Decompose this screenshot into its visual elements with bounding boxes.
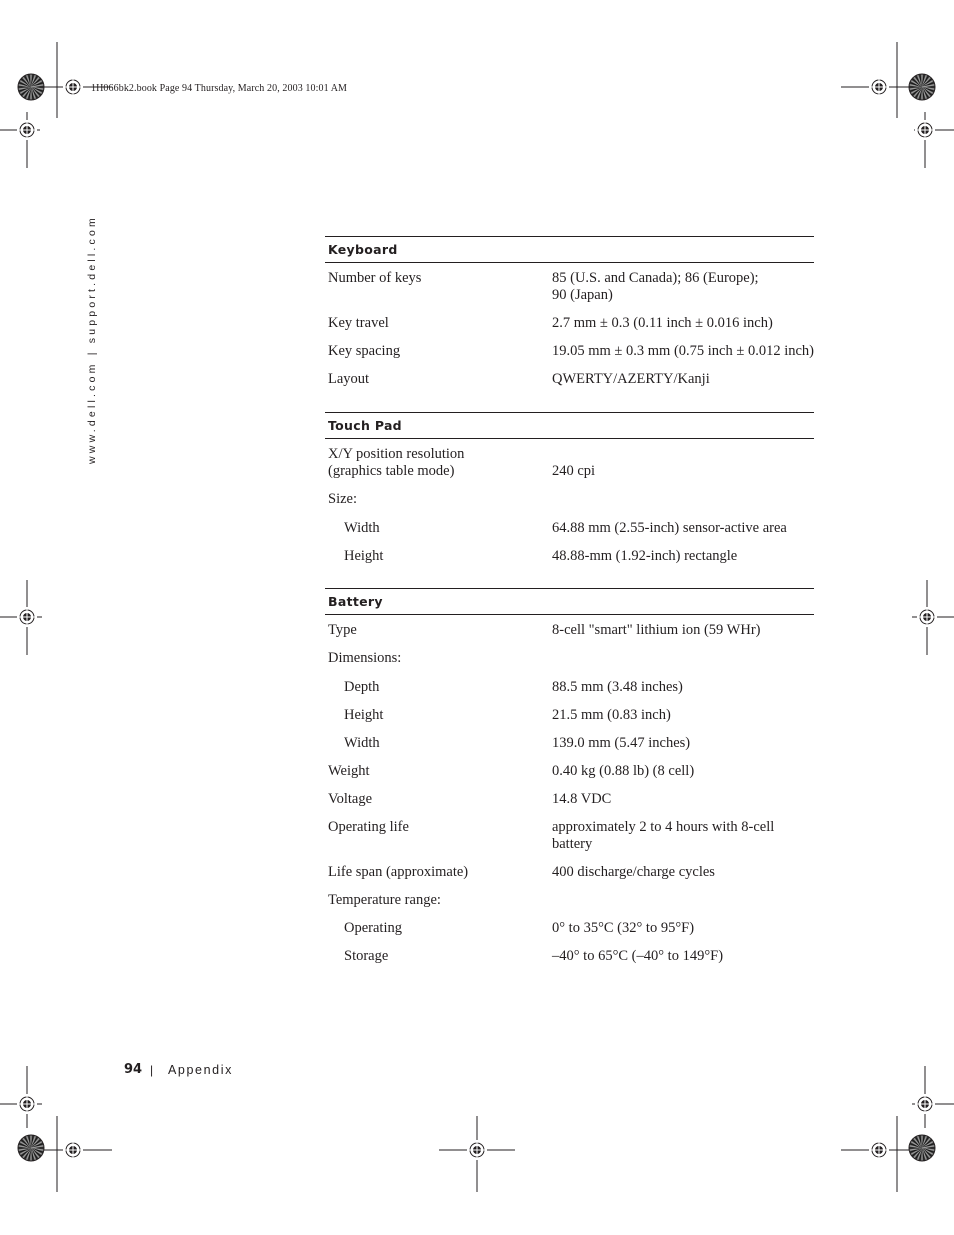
row-label: Voltage [328,791,373,807]
row-value: 48.88-mm (1.92-inch) rectangle [552,548,738,564]
row-value: 85 (U.S. and Canada); 86 (Europe); 90 (Japan) [552,270,759,303]
registration-target-icon [63,77,83,97]
row-value: approximately 2 to 4 hours with 8-cell battery [552,819,775,852]
registration-target-icon [17,1094,37,1114]
keyboard-section-title: Keyboard [328,242,398,257]
row-label: Layout [328,371,370,387]
star-wheel-icon [909,74,935,100]
row-label: Width [344,735,380,751]
keyboard-section-header [325,236,814,263]
row-label: Key travel [328,315,389,331]
battery-section-title: Battery [328,594,383,609]
registration-target-icon [915,1094,935,1114]
row-label: Height [344,707,384,723]
row-value: 88.5 mm (3.48 inches) [552,679,683,695]
row-value: –40° to 65°C (–40° to 149°F) [552,948,724,964]
row-value: 400 discharge/charge cycles [552,864,715,880]
row-value: 21.5 mm (0.83 inch) [552,707,671,723]
touchpad-section-title: Touch Pad [328,418,402,433]
registration-target-icon [17,607,37,627]
footer-section-name: Appendix [168,1063,233,1077]
star-wheel-icon [18,1135,44,1161]
row-label: Size: [328,491,357,507]
touchpad-section-header [325,412,814,439]
registration-target-icon [869,1140,889,1160]
row-value: 64.88 mm (2.55-inch) sensor-active area [552,520,787,536]
row-label: Height [344,548,384,564]
battery-spec-table [325,588,814,964]
registration-target-icon [63,1140,83,1160]
row-label: Number of keys [328,270,422,286]
row-value: 240 cpi [552,463,596,479]
battery-section-header [325,588,814,615]
row-label: Operating life [328,819,409,835]
row-label: X/Y position resolution (graphics table mode) [328,446,465,479]
book-file-header: 1H066bk2.book Page 94 Thursday, March 20, 2003 10:01 AM [91,83,348,94]
row-label: Key spacing [328,343,401,359]
row-label: Storage [344,948,389,964]
star-wheel-icon [18,74,44,100]
row-value: 2.7 mm ± 0.3 (0.11 inch ± 0.016 inch) [552,315,773,331]
row-value: 8-cell "smart" lithium ion (59 WHr) [552,622,761,638]
row-value: 0.40 kg (0.88 lb) (8 cell) [552,763,695,779]
side-url-text: www.dell.com | support.dell.com [86,215,98,464]
row-label: Type [328,622,357,638]
row-label: Temperature range: [328,892,441,908]
registration-target-icon [17,120,37,140]
row-value: 19.05 mm ± 0.3 mm (0.75 inch ± 0.012 inch) [552,343,814,359]
row-label: Depth [344,679,380,695]
touchpad-spec-table [325,412,814,564]
row-label: Width [344,520,380,536]
row-label: Dimensions: [328,650,402,666]
row-label: Operating [344,920,402,936]
star-wheel-icon [909,1135,935,1161]
row-value: QWERTY/AZERTY/Kanji [552,371,710,387]
row-label: Life span (approximate) [328,864,469,880]
row-value: 14.8 VDC [552,791,612,807]
registration-target-icon [915,120,935,140]
row-value: 139.0 mm (5.47 inches) [552,735,691,751]
row-label: Weight [328,763,370,779]
footer-separator: | [150,1063,154,1077]
registration-target-icon [467,1140,487,1160]
registration-target-icon [869,77,889,97]
registration-target-icon [917,607,937,627]
row-value: 0° to 35°C (32° to 95°F) [552,920,695,936]
keyboard-spec-table [325,236,814,387]
page-number: 94 [124,1062,143,1077]
